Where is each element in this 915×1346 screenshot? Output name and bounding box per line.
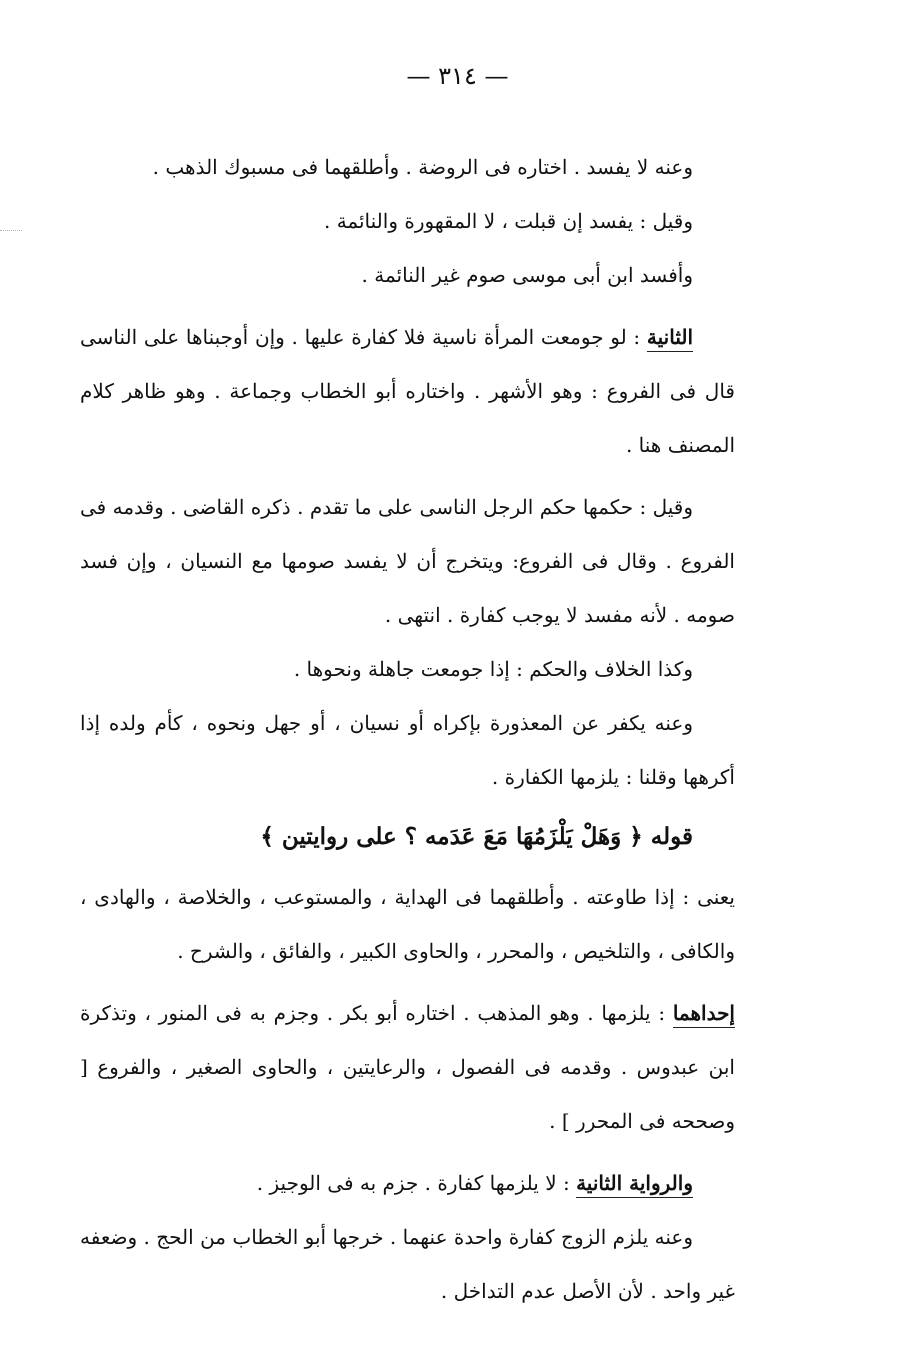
body-text: [80, 140, 735, 1318]
quoted-statement: قوله ﴿ وَهَلْ يَلْزَمُهَا مَعَ عَدَمه ؟ على روايتين ﴾: [260, 823, 693, 850]
margin-scan-mark: [0, 230, 22, 232]
paragraph-1: وعنه لا يفسد . اختاره فى الروضة . وأطلقهما فى مسبوك الذهب .: [152, 155, 693, 179]
paragraph-8: يعنى : إذا طاوعته . وأطلقهما فى الهداية ، والمستوعب ، والخلاصة ، والهادى ، والكافى ، والتلخيص ، والمحرر ، والحاوى الكبير ، والفائق ، والشرح .: [80, 885, 735, 963]
paragraph-4-text: : لو جومعت المرأة ناسية فلا كفارة عليها . وإن أوجبناها على الناسى قال فى الفروع : وهو الأشهر . واختاره أبو الخطاب وجماعة . وهو ظاهر كلام المصنف هنا .: [80, 325, 735, 457]
paragraph-10-lead: والرواية الثانية: [576, 1171, 693, 1198]
paragraph-10: [80, 1156, 735, 1210]
paragraph-7: وعنه يكفر عن المعذورة بإكراه أو نسيان ، أو جهل ونحوه ، كأم ولده إذا أكرهها وقلنا : يلزمها الكفارة .: [80, 711, 735, 789]
paragraph-2: وقيل : يفسد إن قبلت ، لا المقهورة والنائمة .: [323, 209, 693, 233]
paragraph-3: وأفسد ابن أبى موسى صوم غير النائمة .: [361, 263, 693, 287]
paragraph-4-lead: الثانية: [647, 325, 693, 352]
paragraph-9-lead: إحداهما: [673, 1001, 735, 1028]
paragraph-9: [80, 986, 735, 1148]
paragraph-9-text: : يلزمها . وهو المذهب . اختاره أبو بكر . وجزم به فى المنور ، وتذكرة ابن عبدوس . وقدمه فى الفصول ، والرعايتين ، والحاوى الصغير ، والفروع [ وصححه فى المحرر ] .: [80, 1001, 735, 1133]
paragraph-6: وكذا الخلاف والحكم : إذا جومعت جاهلة ونحوها .: [293, 657, 693, 681]
paragraph-5: وقيل : حكمها حكم الرجل الناسى على ما تقدم . ذكره القاضى . وقدمه فى الفروع . وقال فى الفروع: ويتخرج أن لا يفسد صومها مع النسيان ، وإن فسد صومه . لأنه مفسد لا يوجب كفارة . انتهى .: [80, 495, 735, 627]
paragraph-11: وعنه يلزم الزوج كفارة واحدة عنهما . خرجها أبو الخطاب من الحج . وضعفه غير واحد . لأن الأصل عدم التداخل .: [80, 1225, 735, 1303]
paragraph-4: [80, 310, 735, 472]
page-number: — ٣١٤ —: [406, 62, 509, 90]
paragraph-10-text: : لا يلزمها كفارة . جزم به فى الوجيز .: [256, 1171, 570, 1195]
